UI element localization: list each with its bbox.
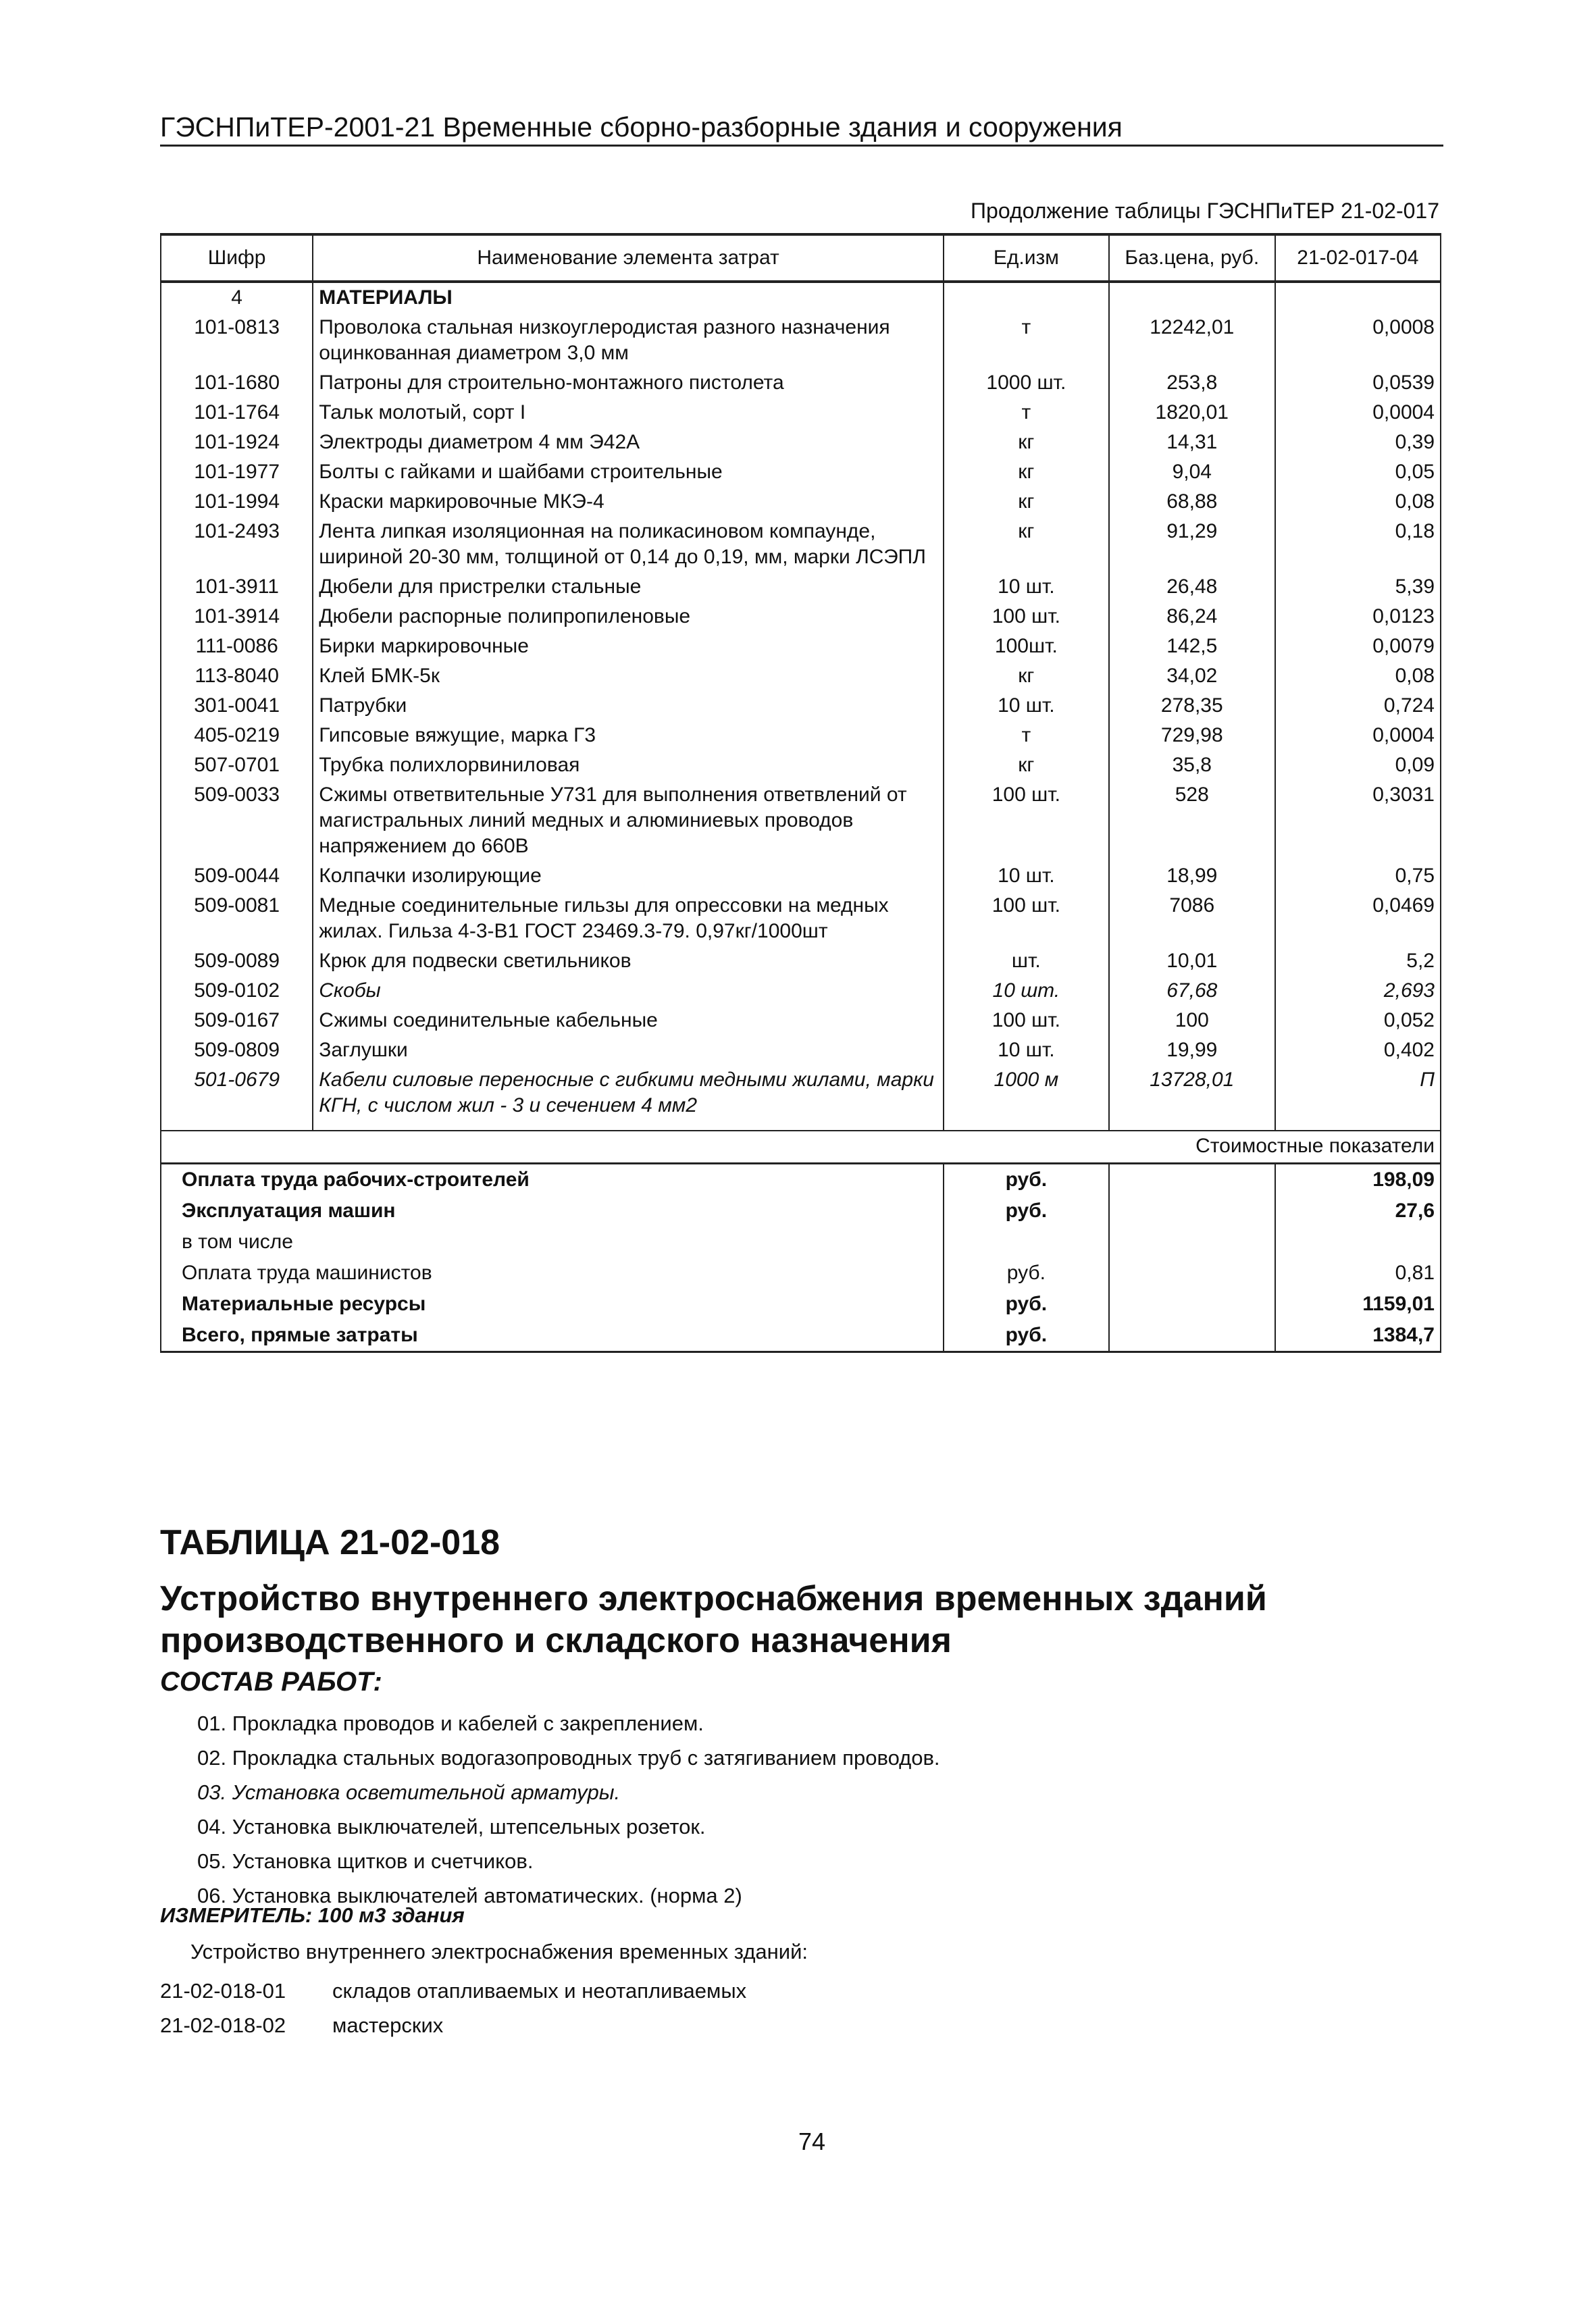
work-item: 01. Прокладка проводов и кабелей с закреплением.	[197, 1712, 704, 1735]
page-header: ГЭСНПиТЕР-2001-21 Временные сборно-разборные здания и сооружения	[160, 111, 1443, 147]
cost-indicators-row	[161, 1131, 1441, 1164]
row-name: Скобы	[313, 976, 944, 1006]
row-price: 9,04	[1109, 457, 1275, 487]
summary-unit: руб.	[944, 1320, 1109, 1352]
row-price: 18,99	[1109, 861, 1275, 891]
row-unit: 10 шт.	[944, 976, 1109, 1006]
table-row	[161, 750, 1441, 780]
row-norm: 0,0469	[1275, 891, 1441, 946]
row-unit: т	[944, 721, 1109, 750]
row-norm: 0,724	[1275, 691, 1441, 721]
row-norm: 0,05	[1275, 457, 1441, 487]
row-name: Сжимы соединительные кабельные	[313, 1006, 944, 1035]
row-norm: 0,39	[1275, 428, 1441, 457]
col-header-price: Баз.цена, руб.	[1109, 234, 1275, 282]
row-name: Медные соединительные гильзы для опрессовки на медных жилах. Гильза 4-3-В1 ГОСТ 23469.3-79. 0,97кг/1000шт	[313, 891, 944, 946]
row-price: 253,8	[1109, 368, 1275, 398]
row-norm: П	[1275, 1065, 1441, 1121]
row-code: 405-0219	[161, 721, 313, 750]
row-code: 101-0813	[161, 313, 313, 368]
row-code: 507-0701	[161, 750, 313, 780]
table-row	[161, 428, 1441, 457]
table-title: ТАБЛИЦА 21-02-018	[160, 1523, 500, 1562]
row-name: Сжимы ответвительные У731 для выполнения ответвлений от магистральных линий медных и алюминиевых проводов напряжением до 660В	[313, 780, 944, 861]
row-unit: шт.	[944, 946, 1109, 976]
summary-row	[161, 1320, 1441, 1352]
col-header-norm: 21-02-017-04	[1275, 234, 1441, 282]
row-unit: т	[944, 398, 1109, 428]
intro-text: Устройство внутреннего электроснабжения временных зданий:	[190, 1940, 808, 1963]
table-row	[161, 517, 1441, 572]
row-price: 729,98	[1109, 721, 1275, 750]
summary-label: Оплата труда машинистов	[161, 1258, 944, 1289]
row-name: Электроды диаметром 4 мм Э42А	[313, 428, 944, 457]
row-price: 19,99	[1109, 1035, 1275, 1065]
summary-row	[161, 1164, 1441, 1196]
row-name: Гипсовые вяжущие, марка Г3	[313, 721, 944, 750]
meter-label: ИЗМЕРИТЕЛЬ: 100 м3 здания	[160, 1903, 465, 1927]
table-row	[161, 861, 1441, 891]
norm-text: мастерских	[332, 2013, 444, 2037]
row-price: 10,01	[1109, 946, 1275, 976]
row-code: 101-1924	[161, 428, 313, 457]
row-name: Дюбели для пристрелки стальные	[313, 572, 944, 602]
row-norm: 0,0008	[1275, 313, 1441, 368]
work-item: 04. Установка выключателей, штепсельных розеток.	[197, 1815, 706, 1839]
table-row	[161, 1065, 1441, 1121]
row-price: 14,31	[1109, 428, 1275, 457]
row-unit: 10 шт.	[944, 691, 1109, 721]
row-norm: 0,08	[1275, 661, 1441, 691]
work-item: 02. Прокладка стальных водогазопроводных труб с затягиванием проводов.	[197, 1746, 940, 1770]
cost-indicators-title: Стоимостные показатели	[161, 1131, 1441, 1164]
row-name: Заглушки	[313, 1035, 944, 1065]
row-name: Дюбели распорные полипропиленовые	[313, 602, 944, 632]
table-row	[161, 1035, 1441, 1065]
row-name: Лента липкая изоляционная на поликасиновом компаунде, шириной 20-30 мм, толщиной от 0,14 до 0,19, мм, марки ЛСЭПЛ	[313, 517, 944, 572]
section-name: МАТЕРИАЛЫ	[313, 282, 944, 313]
summary-label: в том числе	[161, 1227, 944, 1258]
row-code: 111-0086	[161, 632, 313, 661]
row-unit: кг	[944, 487, 1109, 517]
row-code: 101-1764	[161, 398, 313, 428]
row-name: Кабели силовые переносные с гибкими медными жилами, марки КГН, с числом жил - 3 и сечением 4 мм2	[313, 1065, 944, 1121]
row-unit: кг	[944, 428, 1109, 457]
table-subtitle: Устройство внутреннего электроснабжения временных зданий производственного и складского назначения	[160, 1579, 1267, 1660]
summary-value: 1159,01	[1275, 1289, 1441, 1320]
summary-value: 1384,7	[1275, 1320, 1441, 1352]
row-price: 528	[1109, 780, 1275, 861]
row-code: 509-0102	[161, 976, 313, 1006]
table-row	[161, 487, 1441, 517]
norm-items	[160, 1974, 746, 2042]
table-continuation-title: Продолжение таблицы ГЭСНПиТЕР 21-02-017	[971, 199, 1439, 223]
row-name: Краски маркировочные МКЭ-4	[313, 487, 944, 517]
row-unit: 100 шт.	[944, 891, 1109, 946]
composition-label: СОСТАВ РАБОТ:	[160, 1667, 382, 1697]
row-unit: 100 шт.	[944, 780, 1109, 861]
row-price: 67,68	[1109, 976, 1275, 1006]
summary-row	[161, 1289, 1441, 1320]
row-name: Патрубки	[313, 691, 944, 721]
row-price: 12242,01	[1109, 313, 1275, 368]
col-header-code: Шифр	[161, 234, 313, 282]
row-norm: 0,3031	[1275, 780, 1441, 861]
row-norm: 0,08	[1275, 487, 1441, 517]
row-price: 100	[1109, 1006, 1275, 1035]
row-code: 101-1977	[161, 457, 313, 487]
row-norm: 0,0079	[1275, 632, 1441, 661]
summary-unit: руб.	[944, 1195, 1109, 1227]
summary-label: Материальные ресурсы	[161, 1289, 944, 1320]
row-norm: 0,18	[1275, 517, 1441, 572]
norm-text: складов отапливаемых и неотапливаемых	[332, 1979, 747, 2003]
row-price: 68,88	[1109, 487, 1275, 517]
summary-row	[161, 1227, 1441, 1258]
row-unit: 10 шт.	[944, 572, 1109, 602]
table-row	[161, 368, 1441, 398]
row-norm: 0,75	[1275, 861, 1441, 891]
row-code: 509-0033	[161, 780, 313, 861]
summary-value: 0,81	[1275, 1258, 1441, 1289]
row-code: 301-0041	[161, 691, 313, 721]
row-norm: 0,052	[1275, 1006, 1441, 1035]
cost-table	[160, 233, 1441, 1353]
table-row	[161, 946, 1441, 976]
row-name: Трубка полихлорвиниловая	[313, 750, 944, 780]
row-norm: 2,693	[1275, 976, 1441, 1006]
summary-label: Всего, прямые затраты	[161, 1320, 944, 1352]
table-row	[161, 721, 1441, 750]
summary-label: Эксплуатация машин	[161, 1195, 944, 1227]
row-code: 101-1680	[161, 368, 313, 398]
row-code: 509-0167	[161, 1006, 313, 1035]
row-code: 509-0044	[161, 861, 313, 891]
row-unit: 10 шт.	[944, 861, 1109, 891]
work-item: 06. Установка выключателей автоматических. (норма 2)	[197, 1884, 742, 1907]
row-norm: 0,0004	[1275, 721, 1441, 750]
row-unit: кг	[944, 517, 1109, 572]
row-code: 101-2493	[161, 517, 313, 572]
row-name: Бирки маркировочные	[313, 632, 944, 661]
row-unit: 1000 м	[944, 1065, 1109, 1121]
row-code: 509-0089	[161, 946, 313, 976]
row-unit: 100 шт.	[944, 1006, 1109, 1035]
table-row	[161, 691, 1441, 721]
row-unit: кг	[944, 661, 1109, 691]
row-unit: кг	[944, 457, 1109, 487]
summary-unit: руб.	[944, 1289, 1109, 1320]
row-code: 113-8040	[161, 661, 313, 691]
row-norm: 0,09	[1275, 750, 1441, 780]
table-row	[161, 457, 1441, 487]
row-price: 91,29	[1109, 517, 1275, 572]
table-row	[161, 891, 1441, 946]
work-item: 05. Установка щитков и счетчиков.	[197, 1849, 534, 1873]
works-list	[197, 1706, 940, 1913]
row-name: Клей БМК-5к	[313, 661, 944, 691]
row-norm: 0,0539	[1275, 368, 1441, 398]
norm-code: 21-02-018-02	[160, 2013, 286, 2037]
page-number: 74	[798, 2128, 826, 2155]
row-code: 101-3914	[161, 602, 313, 632]
summary-unit	[944, 1227, 1109, 1258]
table-row	[161, 398, 1441, 428]
row-price: 278,35	[1109, 691, 1275, 721]
row-price: 13728,01	[1109, 1065, 1275, 1121]
summary-row	[161, 1258, 1441, 1289]
row-unit: кг	[944, 750, 1109, 780]
row-norm: 0,0123	[1275, 602, 1441, 632]
summary-unit: руб.	[944, 1258, 1109, 1289]
table-row	[161, 602, 1441, 632]
table-row	[161, 313, 1441, 368]
row-norm: 5,39	[1275, 572, 1441, 602]
row-name: Проволока стальная низкоуглеродистая разного назначения оцинкованная диаметром 3,0 мм	[313, 313, 944, 368]
row-unit: 10 шт.	[944, 1035, 1109, 1065]
summary-unit: руб.	[944, 1164, 1109, 1196]
norm-code: 21-02-018-01	[160, 1979, 286, 2003]
table-row	[161, 572, 1441, 602]
table-header-row	[161, 234, 1441, 282]
table-row	[161, 1006, 1441, 1035]
summary-value: 198,09	[1275, 1164, 1441, 1196]
row-price: 7086	[1109, 891, 1275, 946]
row-norm: 5,2	[1275, 946, 1441, 976]
work-item: 03. Установка осветительной арматуры.	[197, 1780, 621, 1804]
row-price: 26,48	[1109, 572, 1275, 602]
row-price: 34,02	[1109, 661, 1275, 691]
table-row	[161, 661, 1441, 691]
col-header-unit: Ед.изм	[944, 234, 1109, 282]
row-name: Патроны для строительно-монтажного пистолета	[313, 368, 944, 398]
row-code: 501-0679	[161, 1065, 313, 1121]
row-price: 35,8	[1109, 750, 1275, 780]
row-name: Болты с гайками и шайбами строительные	[313, 457, 944, 487]
row-norm: 0,0004	[1275, 398, 1441, 428]
row-code: 101-1994	[161, 487, 313, 517]
section-row	[161, 282, 1441, 313]
row-unit: 100 шт.	[944, 602, 1109, 632]
row-unit: 1000 шт.	[944, 368, 1109, 398]
norm-item	[160, 1974, 746, 2008]
row-name: Крюк для подвески светильников	[313, 946, 944, 976]
row-price: 1820,01	[1109, 398, 1275, 428]
row-price: 142,5	[1109, 632, 1275, 661]
row-name: Колпачки изолирующие	[313, 861, 944, 891]
summary-label: Оплата труда рабочих-строителей	[161, 1164, 944, 1196]
row-code: 509-0081	[161, 891, 313, 946]
table-row	[161, 632, 1441, 661]
summary-value: 27,6	[1275, 1195, 1441, 1227]
row-unit: т	[944, 313, 1109, 368]
summary-row	[161, 1195, 1441, 1227]
row-code: 101-3911	[161, 572, 313, 602]
row-unit: 100шт.	[944, 632, 1109, 661]
section-code: 4	[161, 282, 313, 313]
summary-value	[1275, 1227, 1441, 1258]
table-row	[161, 780, 1441, 861]
table-row	[161, 976, 1441, 1006]
norm-item	[160, 2008, 746, 2042]
row-code: 509-0809	[161, 1035, 313, 1065]
col-header-name: Наименование элемента затрат	[313, 234, 944, 282]
row-price: 86,24	[1109, 602, 1275, 632]
row-name: Тальк молотый, сорт I	[313, 398, 944, 428]
row-norm: 0,402	[1275, 1035, 1441, 1065]
